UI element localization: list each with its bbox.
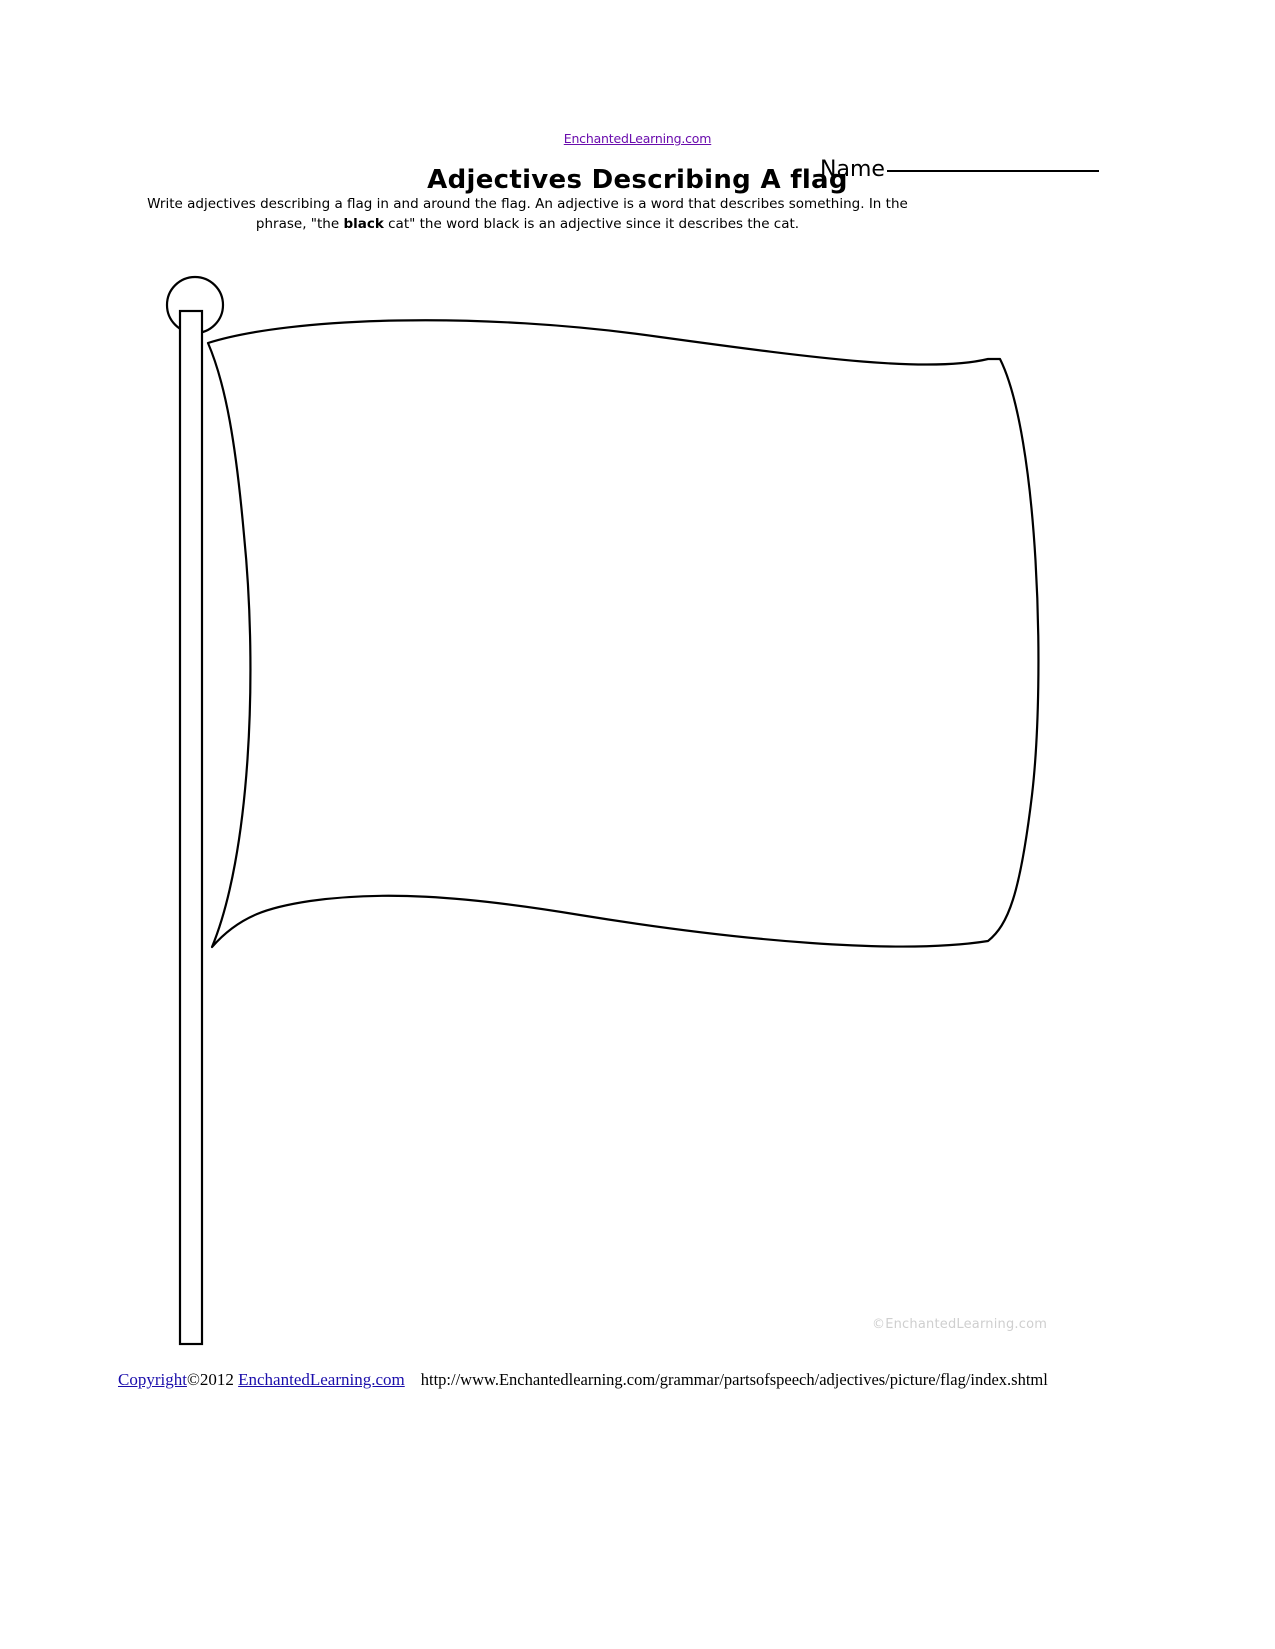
instructions-part-2: cat" the word black is an adjective since it describes the cat. <box>383 216 800 233</box>
name-write-line[interactable] <box>887 169 1099 172</box>
header-site-link[interactable]: EnchantedLearning.com <box>563 131 712 146</box>
footer <box>118 1370 1158 1390</box>
instructions-part-1: Write adjectives describing a flag in and around the flag. An adjective is a word that describes something. In the phrase, "the <box>147 195 908 233</box>
footer-site-link[interactable]: EnchantedLearning.com <box>238 1370 405 1389</box>
flag-drawing <box>140 255 1100 1365</box>
instructions-bold-word: black <box>343 216 384 233</box>
footer-url: http://www.Enchantedlearning.com/grammar/partsofspeech/adjectives/picture/flag/index.shtml <box>420 1370 1048 1389</box>
flag-illustration-svg <box>140 255 1100 1365</box>
footer-year: ©2012 <box>186 1370 239 1389</box>
artwork-watermark: ©EnchantedLearning.com <box>872 1317 1048 1332</box>
flagpole-shape <box>180 311 202 1344</box>
footer-copyright-link[interactable]: Copyright <box>118 1370 187 1389</box>
instructions-text <box>120 194 935 236</box>
page-title: Adjectives Describing A flag <box>427 165 848 196</box>
flag-cloth-shape <box>208 320 1038 947</box>
name-label: Name <box>820 157 885 182</box>
name-field[interactable] <box>820 157 1120 197</box>
